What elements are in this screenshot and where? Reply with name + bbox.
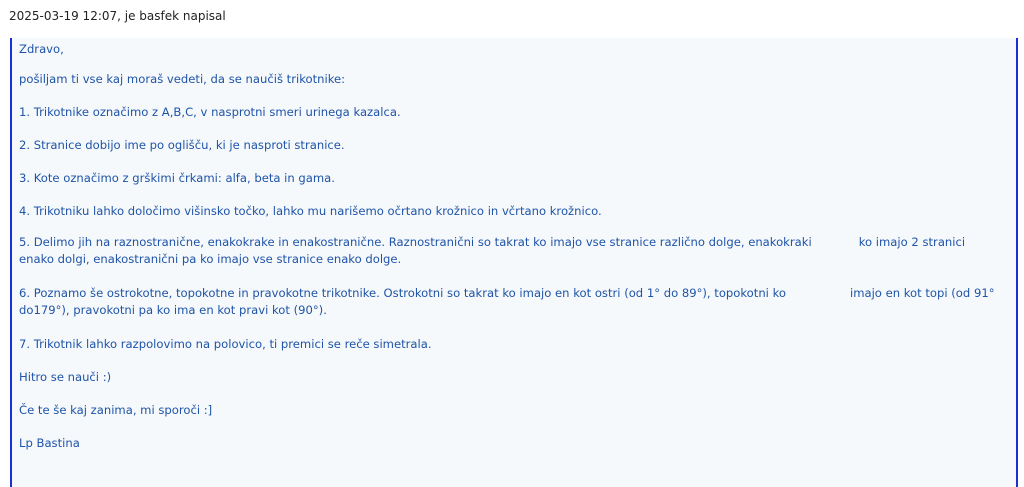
quote-item-2: 2. Stranice dobijo ime po oglišču, ki je nasproti stranice. bbox=[19, 138, 345, 152]
quote-item-6 bbox=[19, 285, 1000, 319]
quote-closing-1: Hitro se nauči :) bbox=[19, 370, 112, 384]
quote-greeting: Zdravo, bbox=[19, 42, 64, 56]
quote-intro: pošiljam ti vse kaj moraš vedeti, da se naučiš trikotnike: bbox=[19, 72, 346, 86]
quote-item-6-part-1: 6. Poznamo še ostrokotne, topokotne in pravokotne trikotnike. Ostrokotni so takrat ko imajo en kot ostri (od 1° do 89°), topokotni ko bbox=[19, 286, 786, 300]
quote-item-4: 4. Trikotniku lahko določimo višinsko točko, lahko mu narišemo očrtano krožnico in včrtano krožnico. bbox=[19, 204, 602, 218]
quote-item-6-part-2: imajo en kot topi (od 91° do179°), pravokotni pa ko ima en kot pravi kot (90°). bbox=[19, 286, 995, 317]
post-header: 2025-03-19 12:07, je basfek napisal bbox=[9, 9, 226, 23]
quote-block bbox=[10, 38, 1018, 487]
quote-item-5-part-1: 5. Delimo jih na raznostranične, enakokrake in enakostranične. Raznostranični so takrat ko imajo vse stranice različno dolge, enakokraki bbox=[19, 235, 812, 249]
quote-item-7: 7. Trikotnik lahko razpolovimo na polovico, ti premici se reče simetrala. bbox=[19, 337, 432, 351]
quote-item-5 bbox=[19, 234, 1000, 268]
quote-item-1: 1. Trikotnike označimo z A,B,C, v nasprotni smeri urinega kazalca. bbox=[19, 105, 401, 119]
quote-closing-2: Če te še kaj zanima, mi sporoči :] bbox=[19, 403, 213, 417]
quote-signature: Lp Bastina bbox=[19, 436, 80, 450]
quote-item-5-part-2: ko imajo 2 stranici enako dolgi, enakostranični pa ko imajo vse stranice enako dolge. bbox=[19, 235, 966, 266]
quote-item-3: 3. Kote označimo z grškimi črkami: alfa, beta in gama. bbox=[19, 171, 335, 185]
